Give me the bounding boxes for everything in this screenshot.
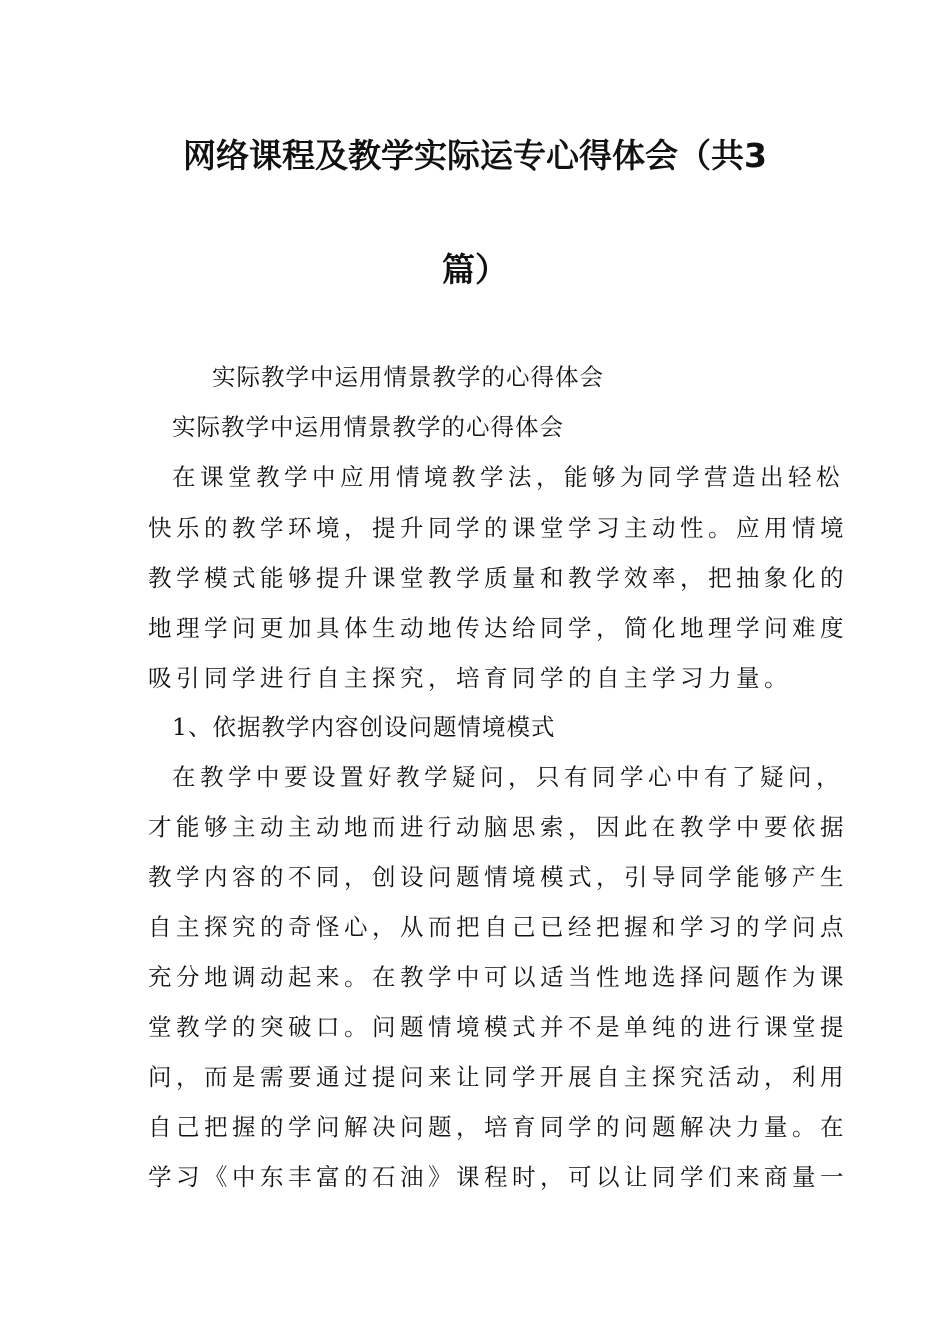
paragraph-line: 自主探究的奇怪心，从而把自己已经把握和学习的学问点	[148, 913, 848, 941]
paragraph-line: 快乐的教学环境，提升同学的课堂学习主动性。应用情境	[148, 514, 848, 542]
paragraph-line: 地理学问更加具体生动地传达给同学，简化地理学问难度	[148, 614, 848, 642]
paragraph-line: 充分地调动起来。在教学中可以适当性地选择问题作为课	[148, 963, 848, 991]
paragraph-line: 吸引同学进行自主探究，培育同学的自主学习力量。	[148, 664, 792, 692]
paragraph-line: 问，而是需要通过提问来让同学开展自主探究活动，利用	[148, 1063, 848, 1091]
paragraph-line: 自己把握的学问解决问题，培育同学的问题解决力量。在	[148, 1113, 848, 1141]
document-title-line-1: 网络课程及教学实际运专心得体会（共3	[183, 136, 767, 175]
paragraph-line: 教学模式能够提升课堂教学质量和教学效率，把抽象化的	[148, 564, 848, 592]
section-heading: 1、依据教学内容创设问题情境模式	[172, 713, 556, 741]
subtitle: 实际教学中运用情景教学的心得体会	[172, 413, 564, 441]
paragraph-line: 教学内容的不同，创设问题情境模式，引导同学能够产生	[148, 863, 848, 891]
paragraph-line: 学习《中东丰富的石油》课程时，可以让同学们来商量一	[148, 1163, 848, 1191]
paragraph-line: 才能够主动主动地而进行动脑思索，因此在教学中要依据	[148, 813, 848, 841]
paragraph-line: 在教学中要设置好教学疑问，只有同学心中有了疑问，	[172, 763, 844, 791]
paragraph-line: 在课堂教学中应用情境教学法，能够为同学营造出轻松	[172, 463, 844, 491]
document-title-line-2: 篇）	[442, 250, 508, 289]
paragraph-line: 堂教学的突破口。问题情境模式并不是单纯的进行课堂提	[148, 1013, 848, 1041]
subtitle-indented: 实际教学中运用情景教学的心得体会	[212, 363, 604, 391]
